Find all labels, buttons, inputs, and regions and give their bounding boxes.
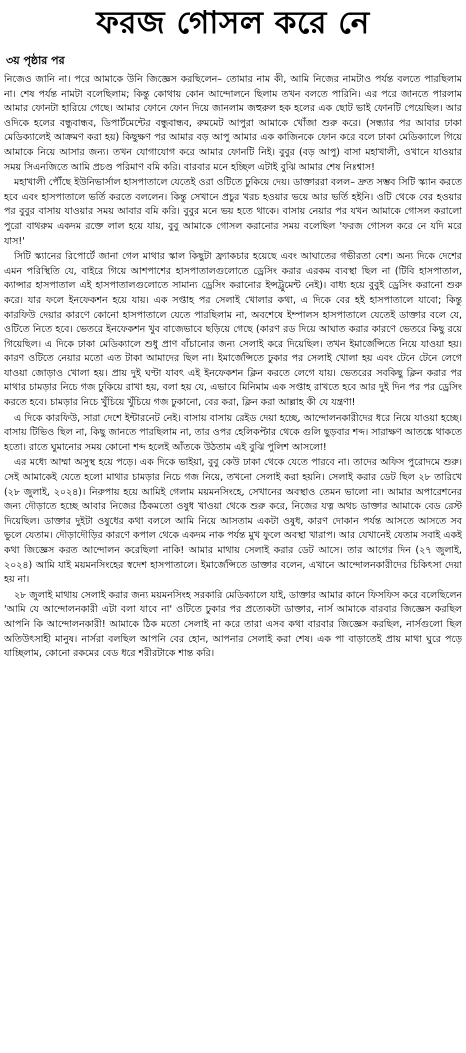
article-body [4,73,462,662]
paragraph: নিজেও জানি না। পরে আমাকে উনি জিজ্ঞেস করছিলেন– তোমার নাম কী, আমি নিজের নামটাও পর্যন্ত বলতে পারছিলাম না। শেষ পর্যন্ত নামটা বলেছিলাম; কিন্তু কোথায় কোন আন্দোলনে ছিলাম তখন বলতে পারিনি। এর পরে জানতে পারলাম আমার ফোনটা হারিয়ে গেছে। আমার ফোনে ফোন দিয়ে জানলাম জহুরুল হক হলের এক ছোট ভাই ফোনটি পেয়েছিল। আর ওদিকে হলের বন্ধুবান্ধব, ডিপার্টমেন্টের বন্ধুবান্ধব, রুমমেট আপুরা আমাকে খোঁজা শুরু করে। (সন্ধ্যার পর আবার ঢাকা মেডিক্যালেই আক্রমণ করা হয়) কিছুক্ষণ পর আমার বড় আপু আমার এক কাজিনকে ফোন করে বলে ঢাকা মেডিক্যালে গিয়ে আমাকে নিয়ে আসার জন্য। তখন যোগাযোগ করে আমার ফোনটি নিই। বুবুর (বড় আপু) বাসা মহাখালী, ওখানে যাওয়ার সময় সিএনজিতে আমি প্রচণ্ড পরিমাণ বমি করি। বারবার মনে হচ্ছিল এটাই বুঝি আমার শেষ নিঃশ্বাস! [4,74,462,173]
continuation-label: ৩য় পৃষ্ঠার পর [6,54,65,67]
headline: ফরজ গোসল করে নে [96,5,370,41]
paragraph: এ দিকে কারফিউ, সারা দেশে ইন্টারনেট নেই। বাসায় বাসায় রেইড দেয়া হচ্ছে, আন্দোলনকারীদের ধরে নিয়ে যাওয়া হচ্ছে। বাসায় টিভিও ছিল না, কিছু জানতে পারছিলাম না, তার ওপর হেলিকপ্টার থেকে গুলি ছুড়বার শব্দ। সারাক্ষণ আতঙ্কে থাকতে হতো। রাতে ঘুমানোর সময় কোনো শব্দ হলেই আঁতকে উঠতাম এই বুঝি পুলিশ আসলো! [4,412,462,453]
paragraph: মহাখালী পৌঁছে ইউনিভার্সাল হাসপাতালে যেতেই ওরা ওটিতে ঢুকিয়ে দেয়। ডাক্তাররা বলল– দ্রুত সম্ভব সিটি স্ক্যান করতে হবে এবং হাসপাতালে ভর্তি করতে বললেন। কিন্তু সেখানে প্রচুর খরচ হওয়ার ভয়ে আর ভর্তি হইনি। ওটি থেকে বের হওয়ার পর বুবুর বাসায় যাওয়ার সময় আবার বমি করি। বুবুর মনে ভয় হতে থাকে। বাসায় নেয়ার পর যখন আমাকে গোসল করালো পুরো বাথরুম একদম রক্তে লাল হয়ে যায়, বুবু আমাকে গোসল করানোর সময় বলেছিল 'ফরজ গোসল করে নে যদি মরে যাস!' [4,177,462,247]
news-column [4,0,462,1053]
paragraph: সিটি স্ক্যানের রিপোর্টে জানা গেল মাথার স্কাল কিছুটা ফ্র্যাকচার হয়েছে এবং আঘাতের গভীরতা বেশ। অন্য দিকে দেশের এমন পরিস্থিতি যে, বাইরে গিয়ে আশপাশের হাসপাতালগুলোতে ড্রেসিং করার এরকম ব্যবস্থা ছিল না (টিবি হাসপাতাল, ক্যান্সার হাসপাতাল এই হাসপাতালগুলোতে সামান্য ড্রেসিং করানোর ইন্সট্রুমেন্ট নেই)। বাধ্য হয়ে বুবুই ড্রেসিং করানো শুরু করে। যার ফলে ইনফেকশন হয়ে যায়। এক সপ্তাহ পর সেলাই খোলার কথা, এ দিকে বের হই হাসপাতালে যাবো; কিন্তু কারফিউ দেয়ার কারণে কোনো হাসপাতালে যেতে পারছিলাম না, অবশেষে ইম্পালস হাসপাতালে যেতেই ডাক্তার বলে যে, ওটিতে নিতে হবে। ভেতরে ইনফেকশন খুব বাজেভাবে ছড়িয়ে গেছে (কারণ রড দিয়ে আঘাত করার কারণে ভেতরে কিছু রয়ে গিয়েছিল। এ দিকে ঢাকা মেডিক্যালে শুধু প্রাণ বাঁচানোর জন্য সেলাই করে দিয়েছিল। তখন ইমার্জেন্সিতে নিয়ে যাওয়া হয়। কারণ ওটিতে নেয়ার মতো এত টাকা আমাদের ছিল না। ইমার্জেন্সিতে ঢুকার পর সেলাই খোলা হয় এবং টেনে টেনে লেগে যাওয়া জোড়াও খোলা হয়। প্রায় দুই ঘণ্টা যাবৎ এই ইনফেকশন ক্লিন করতে লেগে যায়। ভেতরের সবকিছু ক্লিন করার পর মাথার চামড়ার নিচে গজ ঢুকিয়ে রাখা হয়, বলা হয় যে, এভাবে মিনিমাম এক সপ্তাহ রাখতে হবে আর দুই দিন পর পর ড্রেসিং করতে হবে। চামড়ার নিচে খুঁচিয়ে খুঁচিয়ে গজ ঢুকানো, বের করা, ক্লিন করা আল্লাহ কী যে যন্ত্রণা! [4,251,462,409]
paragraph: ২৮ জুলাই মাথায় সেলাই করার জন্য ময়মনসিংহ সরকারি মেডিক্যালে যাই, ডাক্তার আমার কানে ফিসফিস করে বলেছিলেন 'আমি যে আন্দোলনকারী এটা বলা যাবে না' ওটিতে ঢুকার পর প্রত্যেকটা ডাক্তার, নার্স আমাকে বারবার জিজ্ঞেস করছিল আপনি কি আন্দোলনকারী! আমাকে ঠিক মতো সেলাই না করে তারা এসব কথা বারবার জিজ্ঞেস করছিল, নার্সগুলো ছিল অতিউৎসাহী মানুষ। নার্সরা বলছিল আপনি বের হোন, আপনার সেলাই করা শেষ। এক পা বাড়াতেই প্রায় মাথা ঘুরে পড়ে যাচ্ছিলাম, কোনো রকমের বেড ধরে শরীরটাকে শান্ত করি। [4,589,462,660]
headline-area [4,0,462,50]
paragraph: এর মধ্যে আম্মা অসুস্থ হয়ে পড়ে। এক দিকে ভাইয়া, বুবু কেউ ঢাকা থেকে যেতে পারবে না। তাদের অফিস পুরোদমে শুরু। সেই আমাকেই যেতে হলো মাথার চামড়ার নিচে গজ নিয়ে, তখনো সেলাই করা হয়নি। সেলাই করার ডেট ছিল ২৮ তারিখে (২৮ জুলাই, ২০২৪)। নিরুপায় হয়ে আমিই গেলাম ময়মনসিংহে, সেখানের অবস্থাও তেমন ভালো না। আমার অপারেশনের জন্য দৌড়াতে হচ্ছে আবার নিজের ঠিকমতো ওষুধ খাওয়া থেকে শুরু করে, নিজের যত্ন অথচ ডাক্তার আমাকে বেড রেস্ট দিয়েছিল। ডাক্তার দুইটা ওষুধের কথা বললে আমি নিয়ে আসতাম একটা ওষুধ, কারণ দোকান পর্যন্ত আসতে আসতে সব ভুলে যেতাম। দৌড়াদৌড়ির কারণে কপাল থেকে একদম নাক পর্যন্ত মুখ ফুলে অবস্থা খারাপ। আর যেখানেই যেতাম সবাই একই কথা জিজ্ঞেস করত আন্দোলন করেছিলা নাকি! আমার মাথায় সেলাই করার ডেট আসে। তার আগের দিন (২৭ জুলাই, ২০২৪) আমি যাই ময়মনসিংহের স্বদেশ হাসপাতালে। ইমার্জেন্সিতে ডাক্তার বলেন, এখানে আন্দোলনকারীদের চিকিৎসা দেয়া হয় না। [4,457,462,586]
